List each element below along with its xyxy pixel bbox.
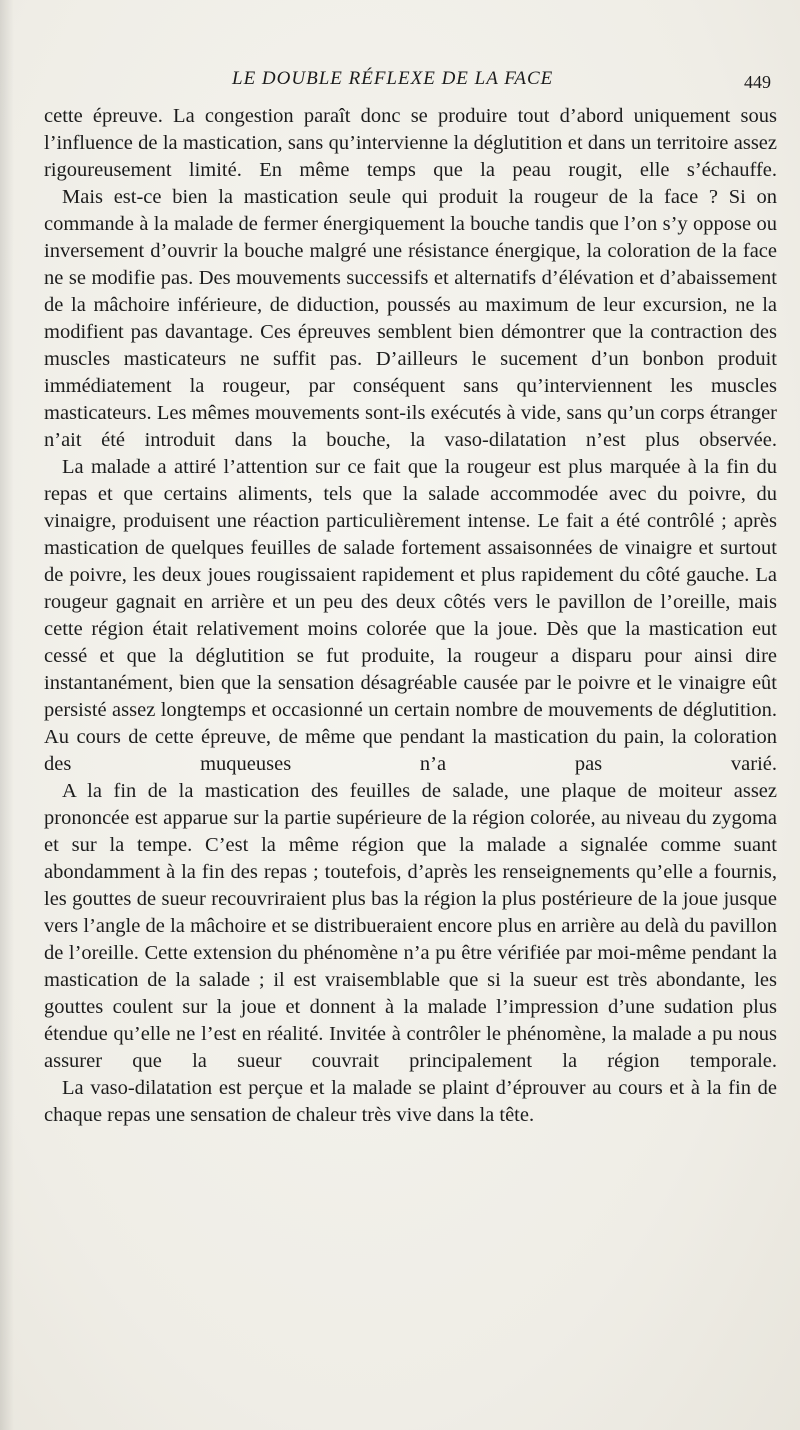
running-title: LE DOUBLE RÉFLEXE DE LA FACE bbox=[232, 68, 554, 89]
paragraph: La vaso-dilatation est perçue et la malade se plaint d’éprouver au cours et à la fin de chaque repas une sensation de chaleur très vive dans la tête. bbox=[44, 1077, 777, 1126]
body-text bbox=[44, 103, 777, 1129]
page-gutter-shadow bbox=[0, 0, 14, 1430]
paragraph: La malade a attiré l’attention sur ce fait que la rougeur est plus marquée à la fin du repas et que certains aliments, tels que la salade accommodée avec du poivre, du vinaigre, produisent une réaction particulièrement intense. Le fait a été contrôlé ; après mastication de quelques feuilles de salade fortement assaisonnées de vinaigre et surtout de poivre, les deux joues rougissaient rapidement et plus rapidement du côté gauche. La rougeur gagnait en arrière et un peu des deux côtés vers le pavillon de l’oreille, mais cette région était relativement moins colorée que la joue. Dès que la mastication eut cessé et que la déglutition se fut produite, la rougeur a disparu pour ainsi dire instantanément, bien que la sensation désagréable causée par le poivre et le vinaigre eût persisté assez longtemps et occasionné un certain nombre de mouvements de déglutition. Au cours de cette épreuve, de même que pendant la mastication du pain, la coloration des muqueuses n’a pas varié. bbox=[44, 456, 777, 775]
paragraph: cette épreuve. La congestion paraît donc se produire tout d’abord uniquement sous l’influence de la mastication, sans qu’intervienne la déglutition et dans un territoire assez rigoureusement limité. En même temps que la peau rougit, elle s’échauffe. bbox=[44, 105, 777, 181]
paragraph: A la fin de la mastication des feuilles de salade, une plaque de moiteur assez prononcée est apparue sur la partie supérieure de la région colorée, au niveau du zygoma et sur la tempe. C’est la même région que la malade a signalée comme suant abondamment à la fin des repas ; toutefois, d’après les renseignements qu’elle a fournis, les gouttes de sueur recouvriraient plus bas la région la plus postérieure de la joue jusque vers l’angle de la mâchoire et se distribueraient encore plus en arrière au delà du pavillon de l’oreille. Cette extension du phénomène n’a pu être vérifiée par moi-même pendant la mastication de la salade ; il est vraisemblable que si la sueur est très abondante, les gouttes coulent sur la joue et donnent à la malade l’impression d’une sudation plus étendue qu’elle ne l’est en réalité. Invitée à contrôler le phénomène, la malade a pu nous assurer que la sueur couvrait principalement la région temporale. bbox=[44, 780, 777, 1072]
paragraph: Mais est-ce bien la mastication seule qui produit la rougeur de la face ? Si on commande à la malade de fermer énergiquement la bouche tandis que l’on s’y oppose ou inversement d’ouvrir la bouche malgré une résistance énergique, la coloration de la face ne se modifie pas. Des mouvements successifs et alternatifs d’élévation et d’abaissement de la mâchoire inférieure, de diduction, poussés au maximum de leur excursion, ne la modifient pas davantage. Ces épreuves semblent bien démontrer que la contraction des muscles masticateurs ne suffit pas. D’ailleurs le sucement d’un bonbon produit immédiatement la rougeur, par conséquent sans qu’interviennent les muscles masticateurs. Les mêmes mouvements sont-ils exécutés à vide, sans qu’un corps étranger n’ait été introduit dans la bouche, la vaso-dilatation n’est plus observée. bbox=[44, 186, 777, 451]
page-number: 449 bbox=[744, 72, 771, 92]
